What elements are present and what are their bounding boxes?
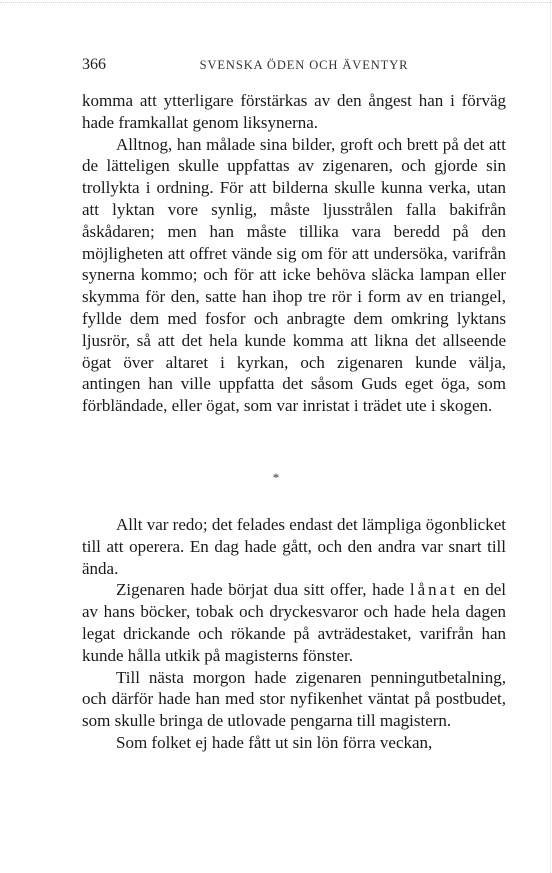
text-section-2 (82, 514, 506, 754)
paragraph-continued: komma att ytterligare förstärkas av den ångest han i förväg hade framkallat genom liksynerna. (82, 91, 506, 132)
paragraph-allt-var-redo: Allt var redo; det felades endast det lämpliga ögonblicket till att operera. En dag hade gått, och den andra var snart till ända. (82, 515, 506, 578)
right-edge-rule (549, 0, 551, 873)
spaced-emphasis-word: lånat (409, 580, 458, 600)
section-separator: * (272, 470, 280, 485)
top-edge-rule (0, 2, 552, 4)
paragraph-till-nasta-morgon: Till nästa morgon hade zigenaren penningutbetalning, och därför hade han med stor nyfikenhet väntat på postbudet, som skulle bringa de utlovade pengarna till magistern. (82, 667, 506, 731)
paragraph-alltnog: Alltnog, han målade sina bilder, groft och brett på det att de lätteligen skulle uppfattas av zigenaren, och gjorde sin trollykta i ordning. För att bilderna skulle kunna verka, utan att lyktan vore synlig, måste ljusstrålen falla bakifrån åskådaren; men han måste tillika vara beredd på den möjligheten att offret vände sig om för att undersöka, varifrån synerna kommo; och för att icke behöva släcka lampan eller skymma för den, satte han ihop tre rör i form av en triangel, fyllde dem med fosfor och anbragte dem omkring lyktans ljusrör, så att det hela kunde komma att likna det allseende ögat över altaret i kyrkan, och zigenaren kunde välja, antingen han ville uppfatta det såsom Guds eget öga, som förbländade, eller ögat, som var inristat i trädet ute i skogen. (82, 134, 506, 416)
page-number: 366 (82, 56, 106, 73)
paragraph-som-folket: Som folket ej hade fått ut sin lön förra veckan, (116, 732, 433, 752)
paragraph-zigenaren-start: Zigenaren hade börjat dua sitt offer, hade (116, 580, 410, 600)
text-section-1 (82, 90, 506, 417)
running-title: SVENSKA ÖDEN OCH ÄVENTYR (199, 58, 409, 72)
page-header (82, 56, 506, 78)
paragraph-zigenaren-end: en del av hans böcker, tobak och dryckesvaror och hade hela dagen legat drickande och rökande på avträdestaket, varifrån han kunde hålla utkik på magisterns fönster. (82, 580, 506, 665)
paragraph-zigenaren (82, 579, 506, 666)
